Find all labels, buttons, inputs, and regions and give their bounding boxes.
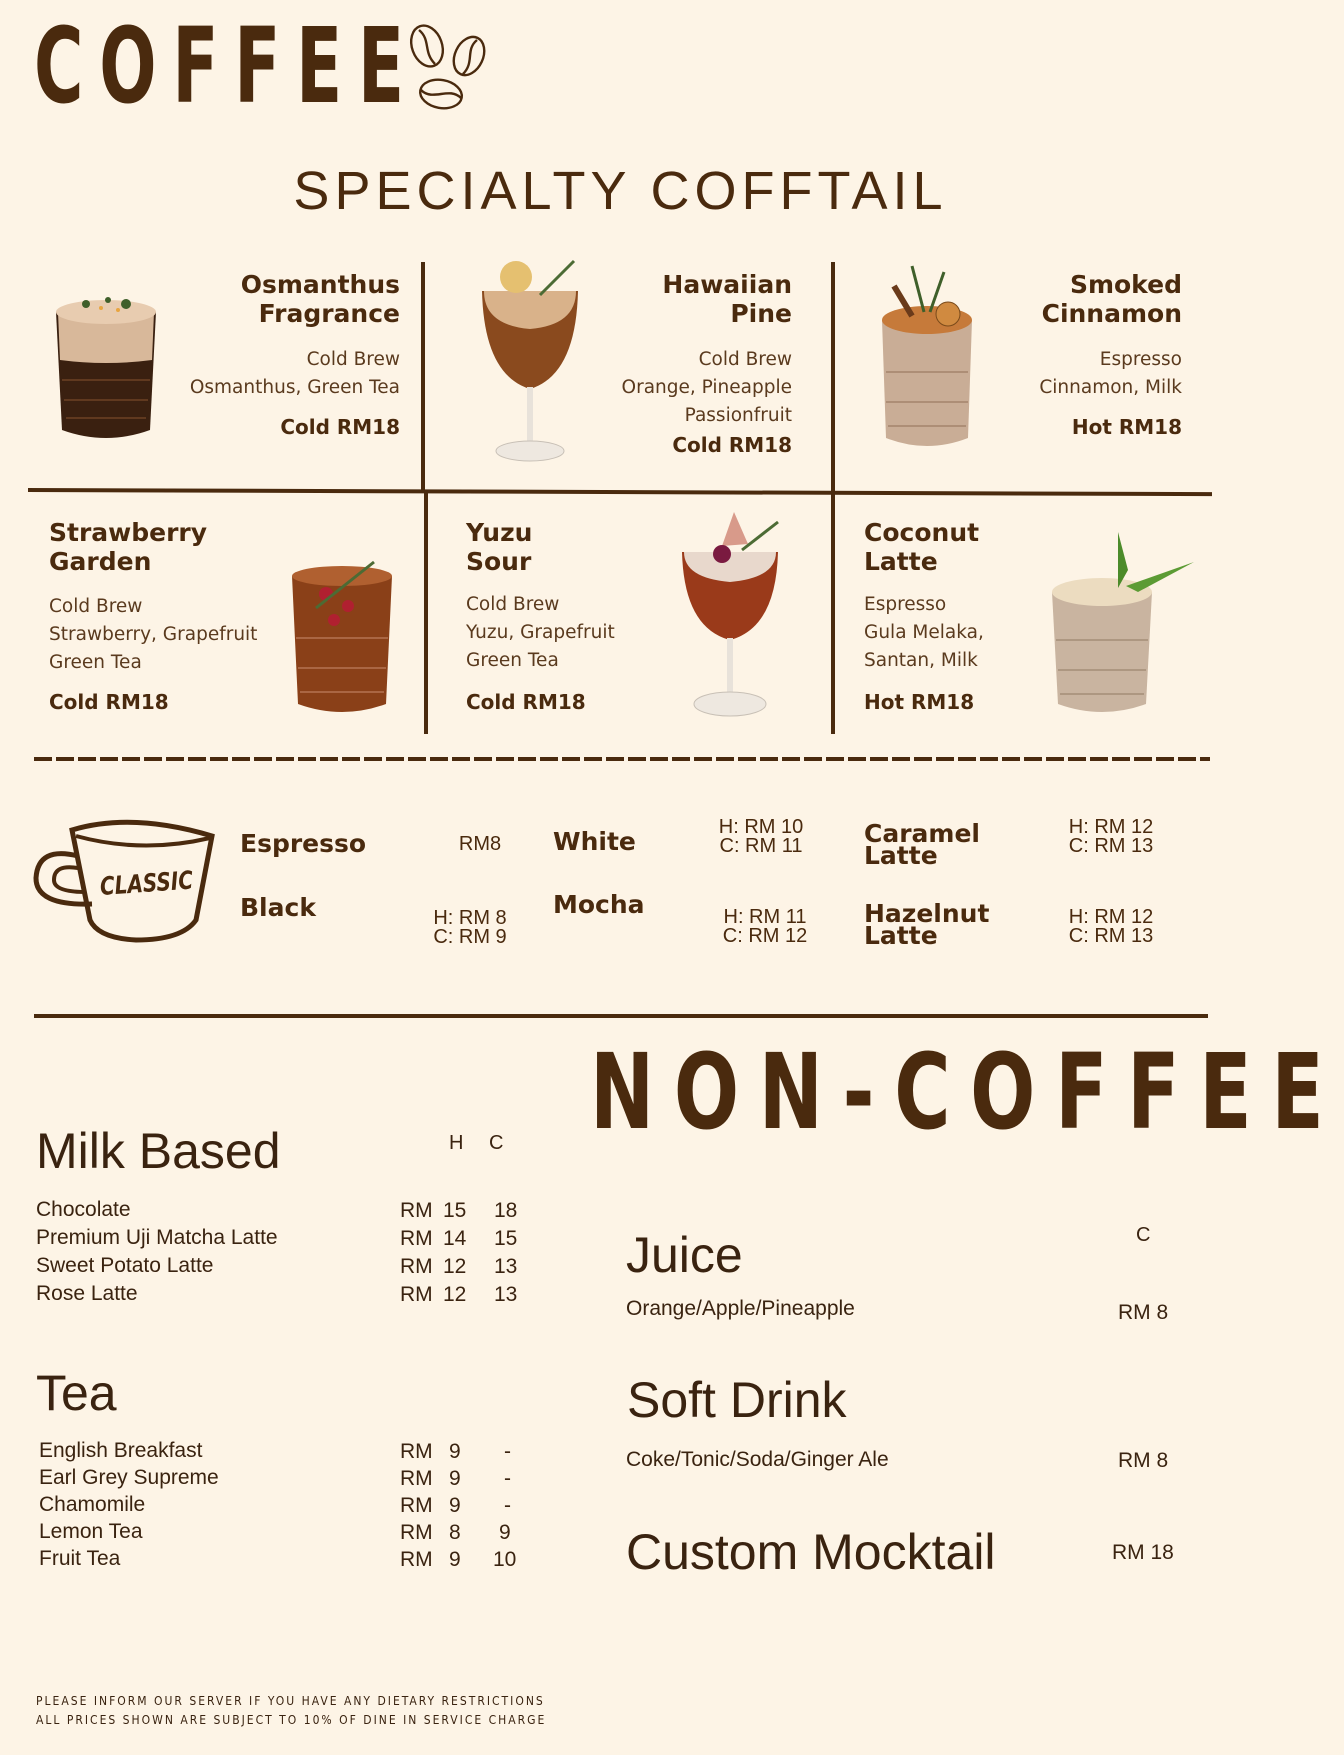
drink-ingredients-osmanthus xyxy=(170,346,400,402)
classic-item-name: Mocha xyxy=(553,890,645,919)
ingredient-line: Espresso xyxy=(864,594,947,615)
item-c-price: - xyxy=(504,1440,511,1463)
drink-name-line: Smoked xyxy=(1069,270,1182,299)
juice-price: RM 8 xyxy=(1118,1301,1169,1324)
list-item xyxy=(39,1519,539,1546)
osmanthus-fragrance-photo xyxy=(46,290,166,450)
list-item xyxy=(39,1438,539,1465)
list-item xyxy=(36,1253,536,1281)
drink-name-line: Hawaiian xyxy=(662,270,792,299)
drink-price-hawaiian: Cold RM18 xyxy=(672,433,792,457)
item-rm: RM xyxy=(400,1494,433,1517)
price-line: H: RM 12 xyxy=(1068,906,1154,928)
grid-divider-v3 xyxy=(424,492,428,734)
price-line: H: RM 8 xyxy=(433,907,507,929)
drink-name-line: Pine xyxy=(730,299,792,328)
footer-note-service-charge: ALL PRICES SHOWN ARE SUBJECT TO 10% OF DINE IN SERVICE CHARGE xyxy=(36,1713,547,1727)
custom-mocktail-title: Custom Mocktail xyxy=(626,1524,996,1580)
classic-item-caramel-latte xyxy=(864,819,980,870)
classic-item-name: White xyxy=(553,827,636,856)
ingredient-line: Osmanthus, Green Tea xyxy=(189,377,400,398)
drink-name-line: Yuzu xyxy=(466,518,533,547)
drink-name-yuzu xyxy=(466,518,666,576)
item-rm: RM xyxy=(400,1199,433,1222)
drink-ingredients-strawberry xyxy=(49,593,299,677)
price-line: H: RM 12 xyxy=(1068,816,1154,838)
price-line: C: RM 13 xyxy=(1068,925,1154,947)
drink-price-smoked: Hot RM18 xyxy=(1071,415,1182,439)
item-name: Sweet Potato Latte xyxy=(36,1254,214,1277)
classic-item-name: Latte xyxy=(864,841,938,870)
hawaiian-pine-photo xyxy=(470,255,590,475)
item-h-price: 8 xyxy=(449,1521,461,1544)
item-c-price: 9 xyxy=(499,1521,511,1544)
drink-name-line: Fragrance xyxy=(258,299,400,328)
classic-item-name: Caramel xyxy=(864,819,980,848)
item-c-price: 15 xyxy=(494,1227,518,1250)
ingredient-line: Yuzu, Grapefruit xyxy=(466,622,615,643)
drink-name-line: Coconut xyxy=(864,518,980,547)
drink-ingredients-hawaiian xyxy=(592,346,792,430)
item-h-price: 12 xyxy=(443,1255,467,1278)
drink-name-line: Garden xyxy=(49,547,152,576)
drink-name-line: Osmanthus xyxy=(240,270,400,299)
juice-title: Juice xyxy=(626,1227,743,1283)
drink-name-line: Strawberry xyxy=(49,518,208,547)
item-h-price: 9 xyxy=(449,1548,461,1571)
classic-item-white xyxy=(553,827,636,856)
item-c-price: 13 xyxy=(494,1255,518,1278)
brand-title: COFFEE xyxy=(34,5,420,127)
dashed-divider xyxy=(34,757,1210,761)
classic-price-espresso xyxy=(440,835,520,854)
coconut-latte-photo xyxy=(1048,530,1196,722)
classic-item-name: Espresso xyxy=(240,829,367,858)
item-rm: RM xyxy=(400,1467,433,1490)
list-item xyxy=(39,1492,539,1519)
ingredient-line: Cold Brew xyxy=(306,349,400,370)
ingredient-line: Cold Brew xyxy=(49,596,143,617)
price-line: C: RM 12 xyxy=(722,925,808,947)
drink-name-strawberry xyxy=(49,518,279,576)
item-h-price: 15 xyxy=(443,1199,467,1222)
item-h-price: 9 xyxy=(449,1440,461,1463)
item-rm: RM xyxy=(400,1548,433,1571)
classic-price-black xyxy=(420,909,520,947)
footer-note-dietary: PLEASE INFORM OUR SERVER IF YOU HAVE ANY DIETARY RESTRICTIONS xyxy=(36,1694,545,1708)
soft-drink-title: Soft Drink xyxy=(627,1372,847,1428)
ingredient-line: Cold Brew xyxy=(466,594,560,615)
classic-price-white xyxy=(708,818,814,856)
drink-name-osmanthus xyxy=(190,270,400,328)
strawberry-garden-photo xyxy=(286,558,398,722)
item-rm: RM xyxy=(400,1440,433,1463)
item-h-price: 14 xyxy=(443,1227,467,1250)
item-h-price: 9 xyxy=(449,1467,461,1490)
classic-item-name: Latte xyxy=(864,921,938,950)
price-line: RM8 xyxy=(458,833,502,855)
classic-price-hazelnut-latte xyxy=(1058,908,1164,946)
section-title: SPECIALTY COFFTAIL xyxy=(293,161,948,221)
price-line: H: RM 11 xyxy=(723,906,807,928)
drink-price-strawberry: Cold RM18 xyxy=(49,690,169,714)
ingredient-line: Green Tea xyxy=(466,650,559,671)
price-line: H: RM 10 xyxy=(718,816,804,838)
classic-item-black xyxy=(240,893,316,922)
classic-item-espresso xyxy=(240,829,367,858)
grid-divider-v2 xyxy=(831,262,835,494)
ingredient-line: Gula Melaka, xyxy=(864,622,984,643)
drink-name-line: Latte xyxy=(864,547,938,576)
price-line: C: RM 11 xyxy=(719,835,803,857)
item-name: English Breakfast xyxy=(39,1439,203,1462)
soft-drink-item: Coke/Tonic/Soda/Ginger Ale xyxy=(626,1448,889,1471)
yuzu-sour-photo xyxy=(670,504,790,730)
item-name: Premium Uji Matcha Latte xyxy=(36,1226,278,1249)
drink-name-line: Cinnamon xyxy=(1041,299,1182,328)
drink-price-coconut: Hot RM18 xyxy=(864,690,975,714)
ingredient-line: Cinnamon, Milk xyxy=(1039,377,1182,398)
item-c-price: - xyxy=(504,1494,511,1517)
list-item xyxy=(36,1197,536,1225)
juice-item: Orange/Apple/Pineapple xyxy=(626,1297,855,1320)
classic-price-mocha xyxy=(712,908,818,946)
drink-price-osmanthus: Cold RM18 xyxy=(280,415,400,439)
ingredient-line: Green Tea xyxy=(49,652,142,673)
list-item xyxy=(39,1465,539,1492)
drink-price-yuzu: Cold RM18 xyxy=(466,690,586,714)
item-h-price: 9 xyxy=(449,1494,461,1517)
item-name: Earl Grey Supreme xyxy=(39,1466,219,1489)
item-name: Chamomile xyxy=(39,1493,146,1516)
classic-badge: CLASSIC xyxy=(98,865,194,901)
milk-based-h-header: H xyxy=(449,1132,464,1154)
item-c-price: 10 xyxy=(493,1548,517,1571)
drink-ingredients-smoked xyxy=(1000,346,1182,402)
item-rm: RM xyxy=(400,1283,433,1306)
milk-based-list xyxy=(36,1197,536,1309)
item-h-price: 12 xyxy=(443,1283,467,1306)
tea-title: Tea xyxy=(36,1365,117,1421)
list-item xyxy=(36,1281,536,1309)
item-name: Lemon Tea xyxy=(39,1520,143,1543)
tea-list xyxy=(39,1438,539,1573)
price-line: C: RM 9 xyxy=(433,926,507,948)
ingredient-line: Orange, Pineapple xyxy=(621,377,792,398)
classic-price-caramel-latte xyxy=(1058,818,1164,856)
item-rm: RM xyxy=(400,1255,433,1278)
drink-name-coconut xyxy=(864,518,1064,576)
grid-divider-v1 xyxy=(421,262,425,492)
item-c-price: - xyxy=(504,1467,511,1490)
item-c-price: 18 xyxy=(494,1199,518,1222)
item-name: Fruit Tea xyxy=(39,1547,121,1570)
coffee-beans-icon xyxy=(405,22,497,118)
list-item xyxy=(36,1225,536,1253)
item-c-price: 13 xyxy=(494,1283,518,1306)
milk-based-title: Milk Based xyxy=(36,1123,281,1179)
drink-name-line: Sour xyxy=(466,547,532,576)
drink-name-smoked xyxy=(1000,270,1182,328)
juice-c-header: C xyxy=(1136,1224,1151,1246)
non-coffee-title: NON-COFFEE xyxy=(590,1031,1344,1153)
ingredient-line: Passionfruit xyxy=(684,405,792,426)
item-name: Rose Latte xyxy=(36,1282,138,1305)
drink-ingredients-coconut xyxy=(864,591,1064,675)
drink-name-hawaiian xyxy=(600,270,792,328)
price-line: C: RM 13 xyxy=(1068,835,1154,857)
ingredient-line: Cold Brew xyxy=(698,349,792,370)
grid-divider-h xyxy=(28,488,1212,496)
classic-item-hazelnut-latte xyxy=(864,899,990,950)
list-item xyxy=(39,1546,539,1573)
classic-item-name: Hazelnut xyxy=(864,899,990,928)
soft-drink-price: RM 8 xyxy=(1118,1449,1169,1472)
classic-item-mocha xyxy=(553,890,645,919)
drink-ingredients-yuzu xyxy=(466,591,666,675)
section-divider xyxy=(34,1014,1208,1018)
milk-based-c-header: C xyxy=(489,1132,504,1154)
item-name: Chocolate xyxy=(36,1198,131,1221)
ingredient-line: Strawberry, Grapefruit xyxy=(49,624,258,645)
ingredient-line: Santan, Milk xyxy=(864,650,978,671)
grid-divider-v4 xyxy=(831,494,835,734)
ingredient-line: Espresso xyxy=(1099,349,1182,370)
classic-item-name: Black xyxy=(240,893,316,922)
item-rm: RM xyxy=(400,1521,433,1544)
item-rm: RM xyxy=(400,1227,433,1250)
smoked-cinnamon-photo xyxy=(872,262,982,456)
custom-mocktail-price: RM 18 xyxy=(1112,1541,1174,1564)
